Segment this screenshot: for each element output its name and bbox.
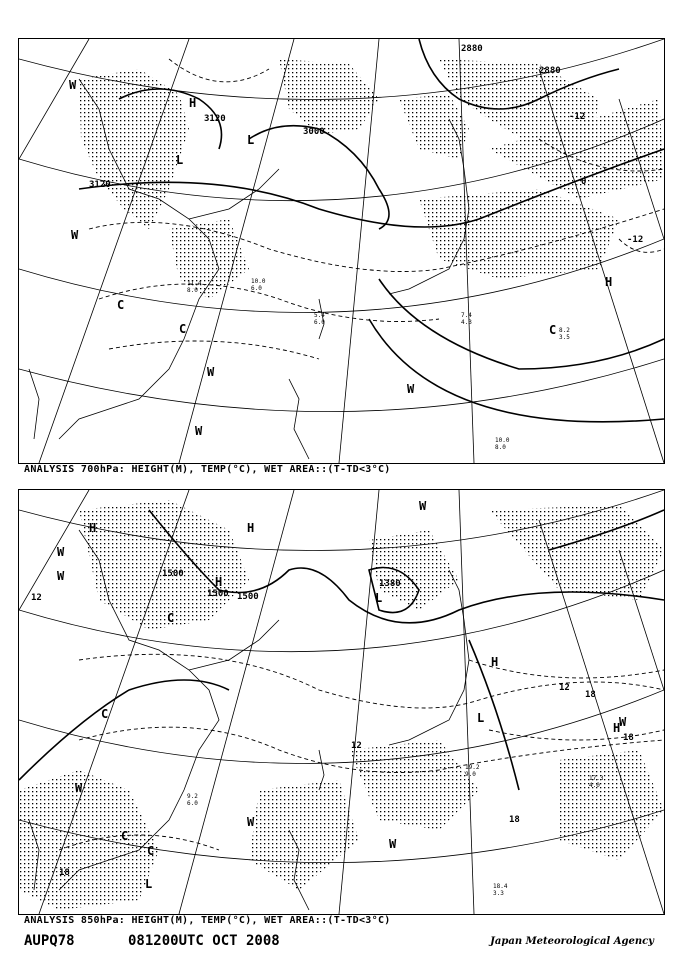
warm-center-label: W (69, 78, 77, 92)
map-850hpa-svg (19, 490, 664, 914)
station-value: 9.2 (187, 793, 198, 800)
temp-label: 12 (559, 683, 570, 693)
high-center-label: H (491, 655, 499, 669)
map-700hpa-svg (19, 39, 664, 463)
warm-center-label: W (407, 382, 415, 396)
temp-label: 18 (623, 733, 634, 743)
height-label: 1380 (379, 579, 401, 589)
temp-label: 12 (351, 741, 362, 751)
station-value: 3.3 (493, 890, 504, 897)
warm-center-label: W (419, 499, 427, 513)
height-label: 1500 (162, 569, 184, 579)
valid-time: 081200UTC OCT 2008 (128, 933, 280, 949)
warm-center-label: W (71, 228, 79, 242)
high-center-label: H (605, 275, 613, 289)
temp-label: -12 (569, 112, 586, 122)
station-value: 6.0 (314, 319, 325, 326)
high-center-label: H (613, 721, 621, 735)
high-center-label: H (89, 521, 97, 535)
cold-center-label: C (167, 611, 175, 625)
low-center-label: L (145, 877, 153, 891)
station-value: 3.5 (559, 334, 570, 341)
cold-center-label: C (179, 322, 187, 336)
station-value: 4.0 (589, 782, 600, 789)
height-label: 2880 (461, 44, 483, 54)
agency-credit: Japan Meteorological Agency (490, 936, 654, 947)
height-label: 3120 (89, 180, 111, 190)
temp-label: 18 (585, 690, 596, 700)
height-label: 3120 (204, 114, 226, 124)
station-value: 6.0 (187, 800, 198, 807)
station-value: 7.4 (461, 312, 472, 319)
station-value: 6.0 (251, 285, 262, 292)
cold-center-label: C (121, 829, 129, 843)
temp-label: 0 (581, 177, 587, 187)
low-center-label: L (477, 711, 485, 725)
height-label: 2880 (539, 66, 561, 76)
temp-label: 18 (509, 815, 520, 825)
temp-label: 12 (31, 593, 42, 603)
temp-label: -12 (627, 235, 644, 245)
warm-center-label: W (247, 815, 255, 829)
low-center-label: L (247, 133, 255, 147)
warm-center-label: W (619, 715, 627, 729)
low-center-label: L (375, 591, 383, 605)
high-center-label: H (247, 521, 255, 535)
height-label: 1500 (237, 592, 259, 602)
station-values (187, 278, 570, 451)
height-label: 1500 (207, 589, 229, 599)
high-center-label: H (215, 575, 223, 589)
warm-center-label: W (207, 365, 215, 379)
station-value: 8.0 (495, 444, 506, 451)
station-value: 4.3 (461, 319, 472, 326)
station-value: 11.4 (187, 280, 202, 287)
station-value: 10.0 (495, 437, 510, 444)
cold-center-label: C (117, 298, 125, 312)
cold-center-label: C (101, 707, 109, 721)
station-value: 8.0 (187, 287, 198, 294)
temp-label: 18 (59, 868, 70, 878)
cold-center-label: C (549, 323, 557, 337)
map-panel-850hpa (18, 489, 665, 915)
warm-center-label: W (75, 781, 83, 795)
high-center-label: H (189, 96, 197, 110)
warm-center-label: W (57, 545, 65, 559)
height-label: 3000 (303, 127, 325, 137)
wet-area-shading (19, 500, 664, 910)
low-center-label: L (176, 153, 184, 167)
caption-700hpa: ANALYSIS 700hPa: HEIGHT(M), TEMP(°C), WET AREA::(T-TD<3°C) (24, 464, 391, 475)
product-code: AUPQ78 (24, 933, 75, 949)
station-value: 8.2 (559, 327, 570, 334)
station-value: 17.3 (589, 775, 604, 782)
station-value: 9.0 (465, 771, 476, 778)
station-value: 18.4 (493, 883, 508, 890)
station-value: 5.4 (314, 312, 325, 319)
wet-area-shading (79, 59, 664, 299)
map-panel-700hpa (18, 38, 665, 464)
station-value: 10.0 (251, 278, 266, 285)
warm-center-label: W (195, 424, 203, 438)
warm-center-label: W (389, 837, 397, 851)
station-value: 19.2 (465, 764, 480, 771)
cold-center-label: C (147, 844, 155, 858)
warm-center-label: W (57, 569, 65, 583)
caption-850hpa: ANALYSIS 850hPa: HEIGHT(M), TEMP(°C), WET AREA::(T-TD<3°C) (24, 915, 391, 926)
